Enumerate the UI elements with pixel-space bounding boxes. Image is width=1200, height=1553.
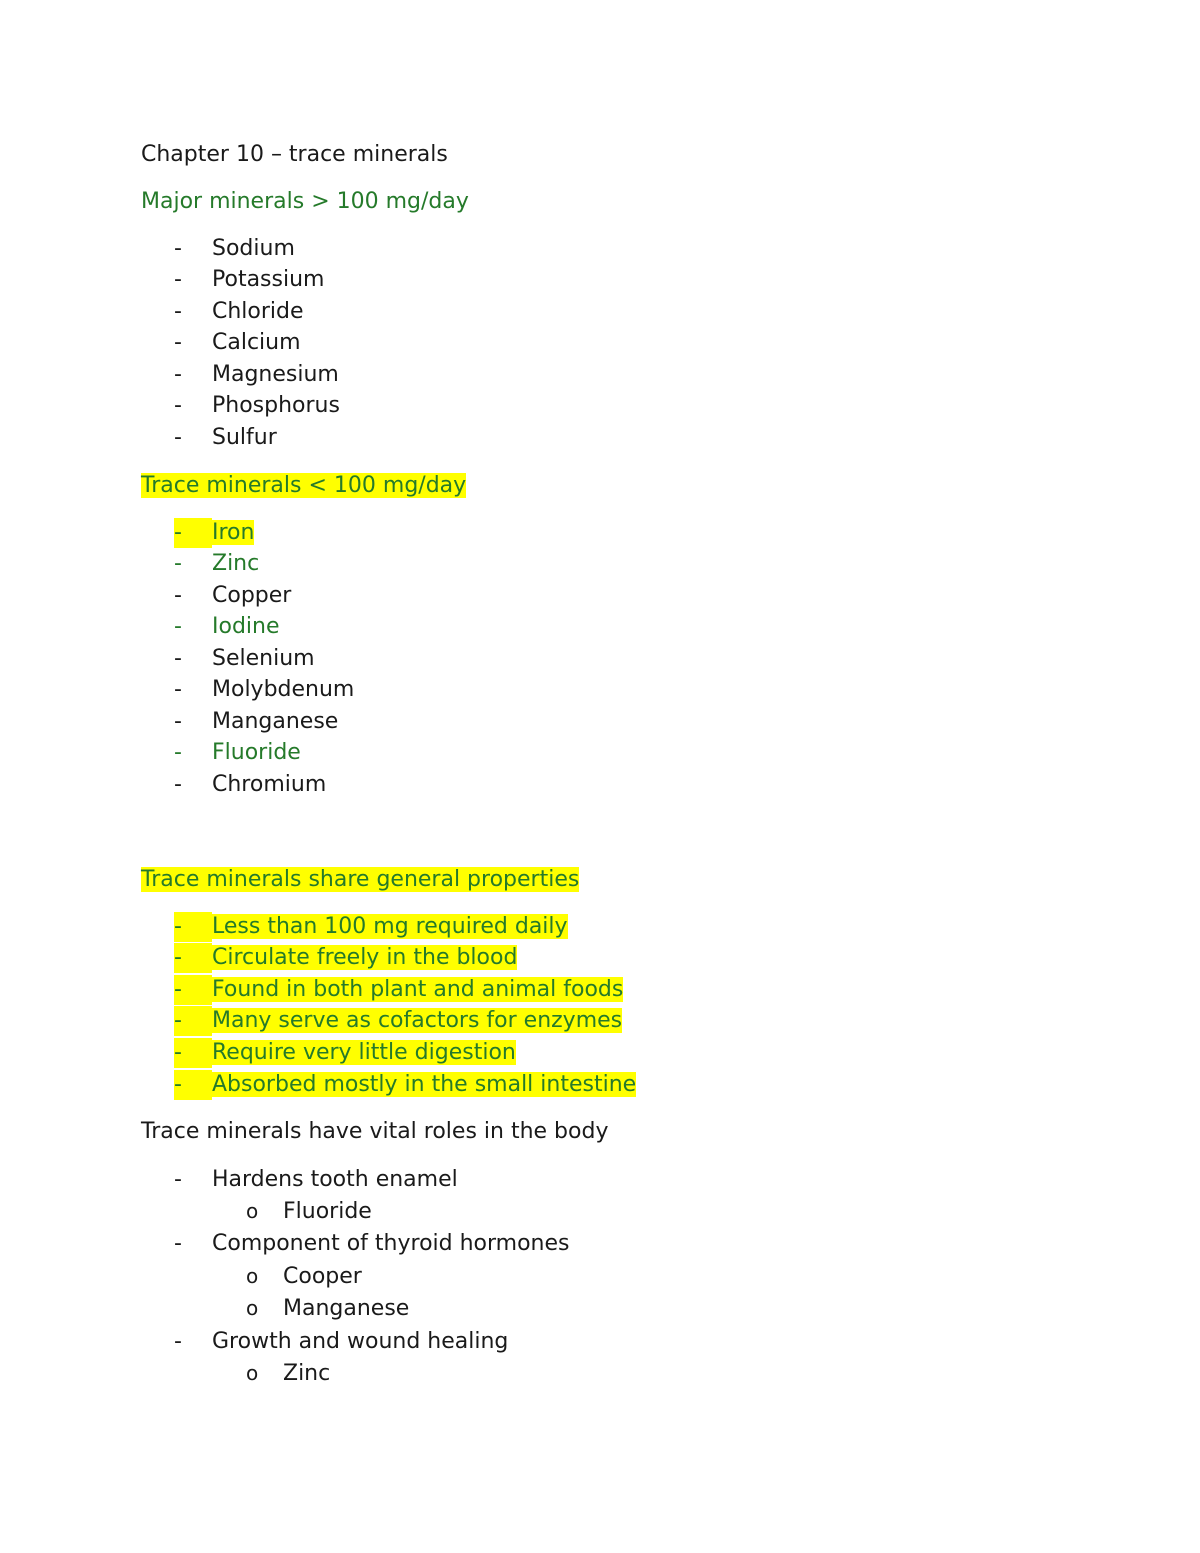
list-item [174, 297, 304, 327]
list-item [174, 644, 315, 674]
list-item-text: Component of thyroid hormones [212, 1231, 570, 1256]
list-item [174, 518, 254, 548]
list-item [174, 1038, 516, 1068]
list-item [174, 675, 354, 705]
sub-list-item-text: Cooper [283, 1264, 362, 1289]
list-item-text: Molybdenum [212, 677, 355, 702]
list-item-text: Hardens tooth enamel [212, 1167, 458, 1192]
sub-list-item [246, 1358, 330, 1388]
sub-bullet-circle: o [246, 1264, 259, 1288]
bullet-dash: - [174, 583, 182, 608]
bullet-dash: - [174, 1070, 212, 1100]
list-item-text: Require very little digestion [212, 1040, 516, 1065]
list-item-text: Iodine [212, 614, 280, 639]
list-item-text: Many serve as cofactors for enzymes [212, 1008, 623, 1033]
list-item-text: Fluoride [212, 740, 301, 765]
roles-heading: Trace minerals have vital roles in the body [141, 1119, 609, 1144]
list-item-text: Found in both plant and animal foods [212, 977, 624, 1002]
sub-bullet-circle: o [246, 1361, 259, 1385]
list-item [174, 1070, 636, 1100]
list-item [174, 391, 340, 421]
bullet-dash: - [174, 677, 182, 702]
list-item-text: Magnesium [212, 362, 339, 387]
trace-minerals-heading-text: Trace minerals < 100 mg/day [141, 473, 467, 498]
list-item [174, 234, 295, 264]
sub-list-item [246, 1261, 362, 1291]
list-item-text: Calcium [212, 330, 301, 355]
list-item-text: Growth and wound healing [212, 1329, 509, 1354]
chapter-title: Chapter 10 – trace minerals [141, 142, 448, 167]
bullet-dash: - [174, 1038, 212, 1068]
bullet-dash: - [174, 1167, 182, 1192]
sub-list-item-text: Zinc [283, 1361, 331, 1386]
bullet-dash: - [174, 614, 182, 639]
bullet-dash: - [174, 267, 182, 292]
sub-list-item-text: Manganese [283, 1296, 410, 1321]
bullet-dash: - [174, 740, 182, 765]
bullet-dash: - [174, 1231, 182, 1256]
list-item-text: Chromium [212, 772, 327, 797]
list-item [174, 581, 291, 611]
list-item [174, 612, 280, 642]
trace-minerals-heading [141, 471, 466, 501]
list-item [174, 975, 623, 1005]
bullet-dash: - [174, 646, 182, 671]
list-item-text: Copper [212, 583, 292, 608]
sub-list-item [246, 1196, 372, 1226]
bullet-dash: - [174, 772, 182, 797]
list-item-text: Selenium [212, 646, 315, 671]
list-item [174, 1327, 508, 1357]
bullet-dash: - [174, 1329, 182, 1354]
sub-bullet-circle: o [246, 1296, 259, 1320]
bullet-dash: - [174, 236, 182, 261]
list-item-text: Circulate freely in the blood [212, 945, 518, 970]
bullet-dash: - [174, 299, 182, 324]
list-item-text: Absorbed mostly in the small intestine [212, 1072, 637, 1097]
bullet-dash: - [174, 975, 212, 1005]
bullet-dash: - [174, 912, 212, 942]
list-item-text: Manganese [212, 709, 339, 734]
list-item-text: Sodium [212, 236, 295, 261]
list-item-text: Iron [212, 520, 255, 545]
bullet-dash: - [174, 330, 182, 355]
list-item [174, 265, 324, 295]
bullet-dash: - [174, 362, 182, 387]
bullet-dash: - [174, 518, 212, 548]
list-item [174, 328, 301, 358]
list-item-text: Phosphorus [212, 393, 340, 418]
bullet-dash: - [174, 393, 182, 418]
list-item-text: Less than 100 mg required daily [212, 914, 568, 939]
list-item [174, 360, 339, 390]
list-item-text: Potassium [212, 267, 325, 292]
list-item-text: Zinc [212, 551, 260, 576]
list-item [174, 423, 277, 453]
list-item [174, 738, 301, 768]
list-item [174, 912, 568, 942]
major-minerals-heading: Major minerals > 100 mg/day [141, 189, 469, 214]
list-item [174, 549, 259, 579]
list-item-text: Sulfur [212, 425, 277, 450]
bullet-dash: - [174, 1006, 212, 1036]
list-item [174, 707, 338, 737]
sub-bullet-circle: o [246, 1199, 259, 1223]
list-item [174, 1006, 622, 1036]
list-item [174, 943, 517, 973]
properties-heading [141, 865, 579, 895]
sub-list-item [246, 1293, 409, 1323]
list-item [174, 770, 326, 800]
bullet-dash: - [174, 551, 182, 576]
list-item [174, 1229, 570, 1259]
sub-list-item-text: Fluoride [283, 1199, 372, 1224]
bullet-dash: - [174, 425, 182, 450]
list-item-text: Chloride [212, 299, 304, 324]
bullet-dash: - [174, 943, 212, 973]
bullet-dash: - [174, 709, 182, 734]
properties-heading-text: Trace minerals share general properties [141, 867, 580, 892]
list-item [174, 1165, 458, 1195]
